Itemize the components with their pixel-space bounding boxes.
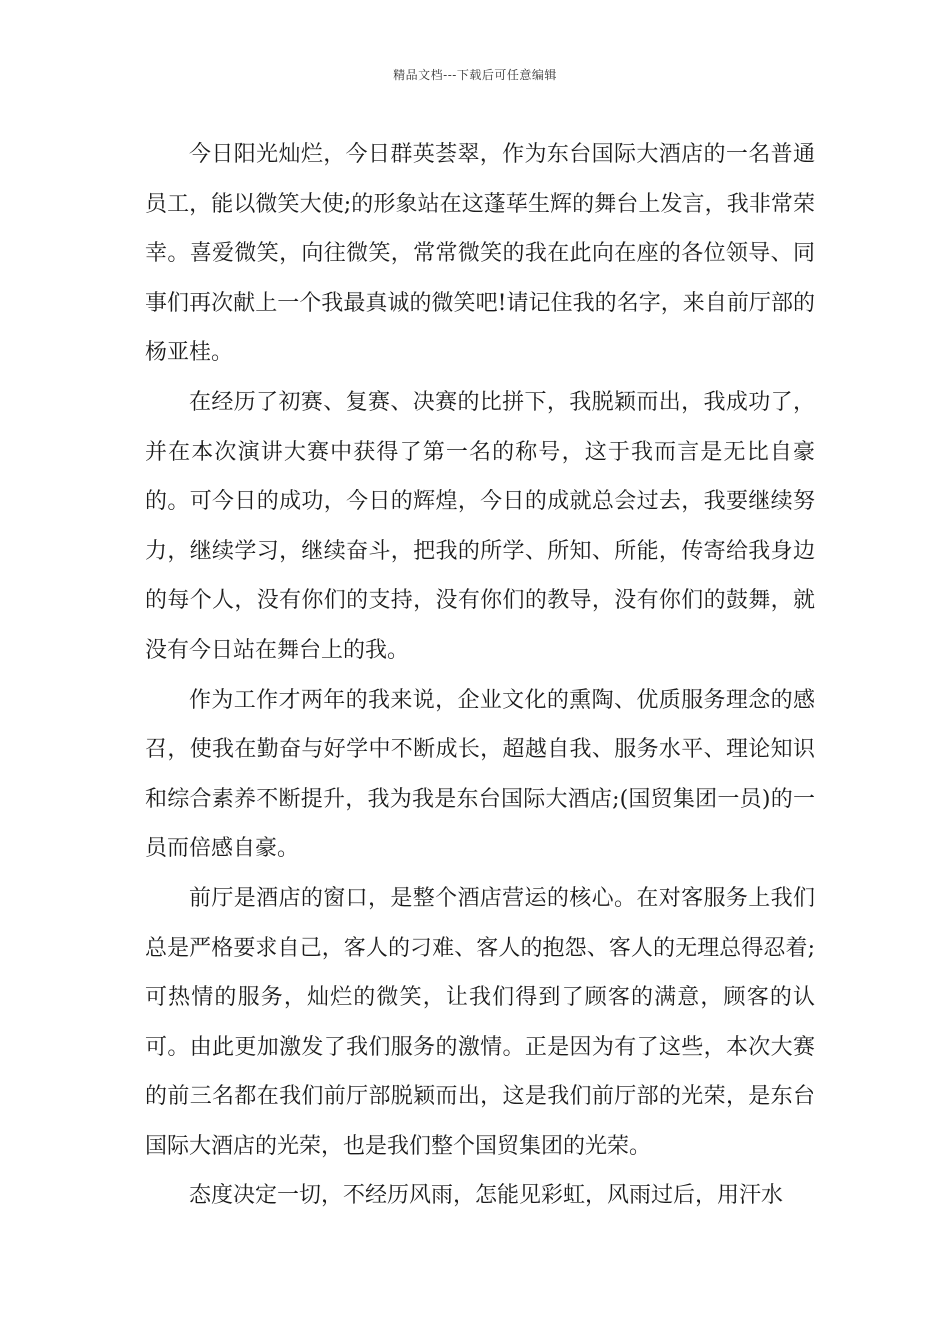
paragraph-5: 态度决定一切，不经历风雨，怎能见彩虹，风雨过后，用汗水 bbox=[189, 1183, 784, 1209]
page-header: 精品文档---下载后可任意编辑 bbox=[393, 68, 557, 82]
paragraph-3: 作为工作才两年的我来说，企业文化的熏陶、优质服务理念的感召，使我在勤奋与好学中不断成长，超越自我、服务水平、理论知识和综合素养不断提升，我为我是东台国际大酒店;(国贸集团一员)的一员而倍感自豪。 bbox=[145, 687, 815, 862]
paragraph-2: 在经历了初赛、复赛、决赛的比拼下，我脱颖而出，我成功了，并在本次演讲大赛中获得了第一名的称号，这于我而言是无比自豪的。可今日的成功，今日的辉煌，今日的成就总会过去，我要继续努力，继续学习，继续奋斗，把我的所学、所知、所能，传寄给我身边的每个人，没有你们的支持，没有你们的教导，没有你们的鼓舞，就没有今日站在舞台上的我。 bbox=[145, 389, 815, 663]
paragraph-4: 前厅是酒店的窗口，是整个酒店营运的核心。在对客服务上我们总是严格要求自己，客人的刁难、客人的抱怨、客人的无理总得忍着;可热情的服务，灿烂的微笑，让我们得到了顾客的满意，顾客的认可。由此更加激发了我们服务的激情。正是因为有了这些，本次大赛的前三名都在我们前厅部脱颖而出，这是我们前厅部的光荣，是东台国际大酒店的光荣，也是我们整个国贸集团的光荣。 bbox=[145, 885, 815, 1159]
paragraph-1: 今日阳光灿烂，今日群英荟翠，作为东台国际大酒店的一名普通员工，能以微笑大使;的形象站在这蓬荜生辉的舞台上发言，我非常荣幸。喜爱微笑，向往微笑，常常微笑的我在此向在座的各位领导、同事们再次献上一个我最真诚的微笑吧!请记住我的名字，来自前厅部的杨亚桂。 bbox=[145, 142, 815, 366]
document-body bbox=[145, 130, 815, 1221]
